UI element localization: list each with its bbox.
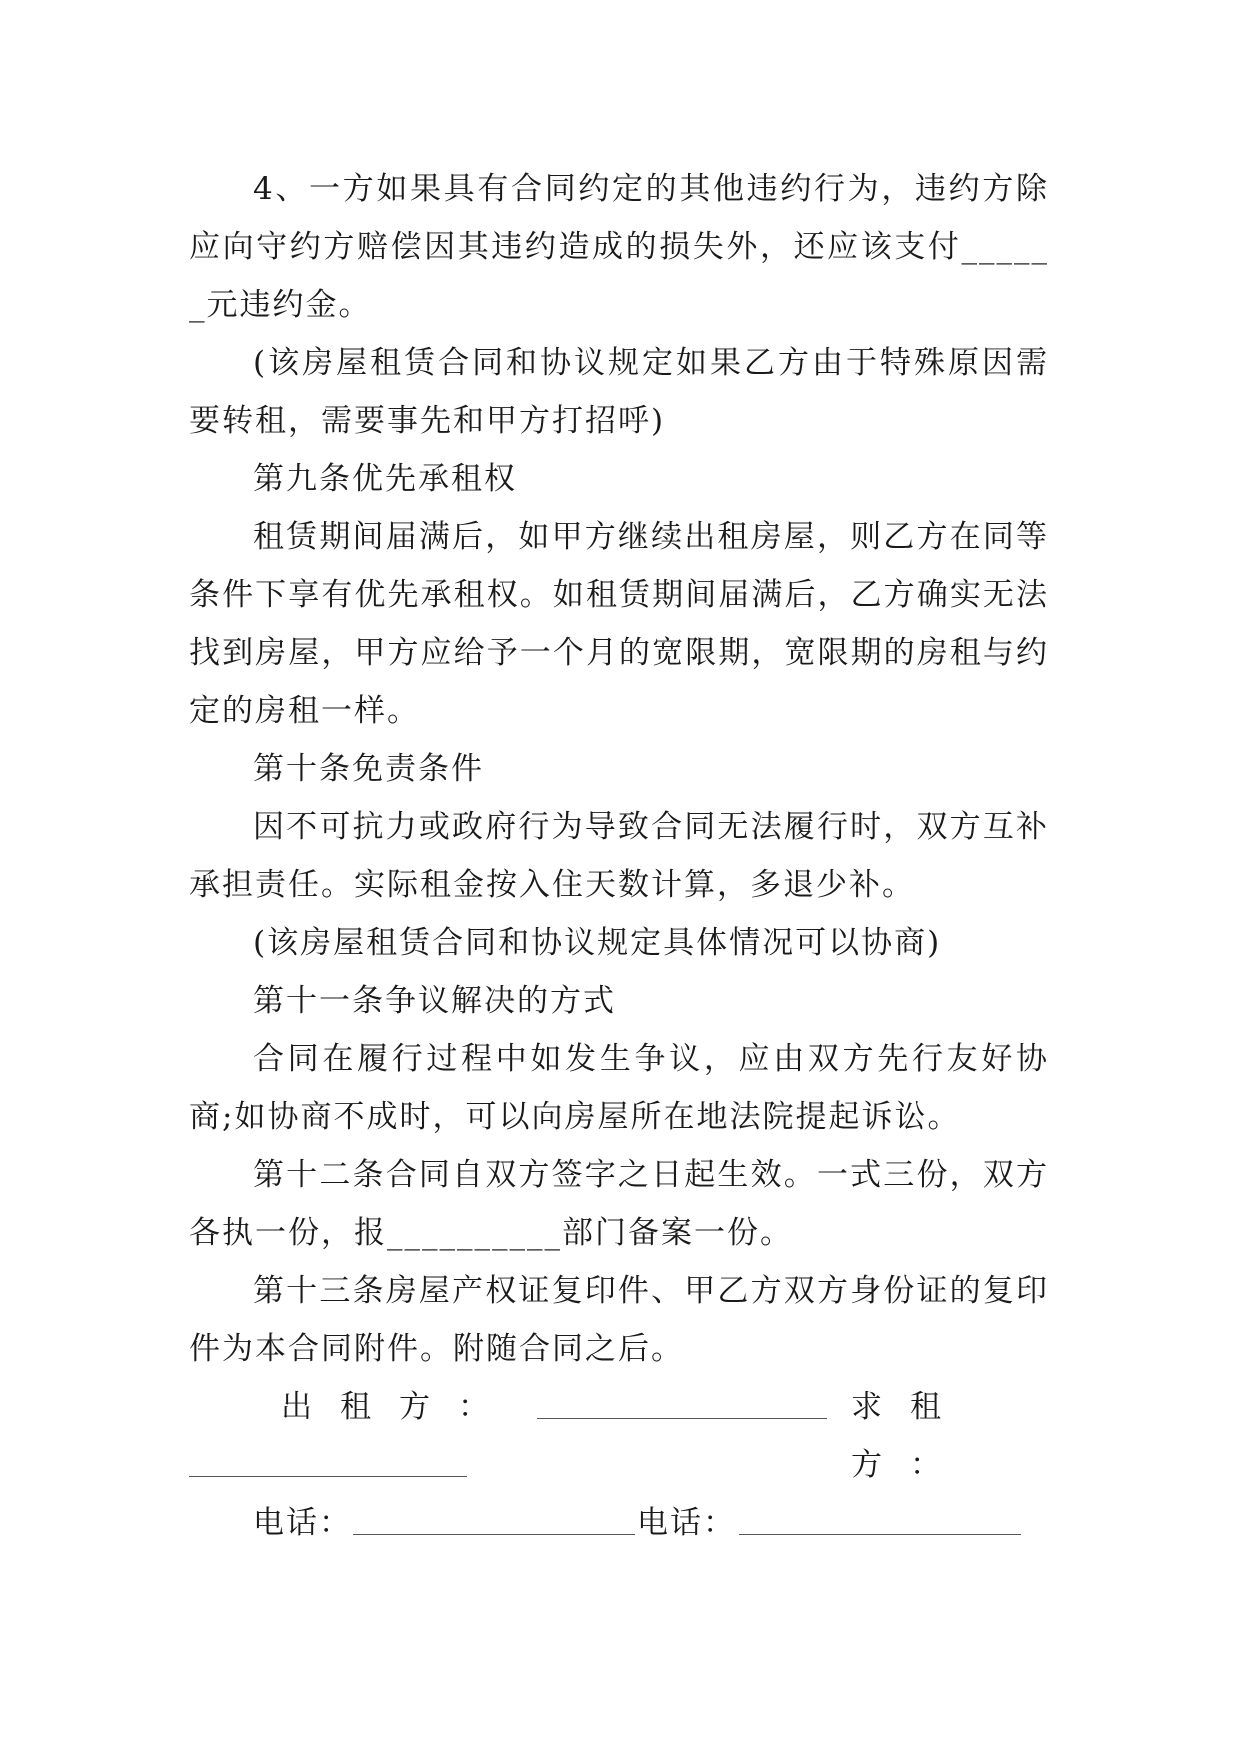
signature-row-phones bbox=[189, 1494, 1049, 1552]
paragraph-negotiation-note: (该房屋租赁合同和协议规定具体情况可以协商) bbox=[253, 925, 942, 961]
paragraph-attachments: 第十三条房屋产权证复印件、甲乙方双方身份证的复印件为本合同附件。附随合同之后。 bbox=[189, 1273, 1049, 1367]
penalty-amount-blank: ______ bbox=[189, 229, 1049, 323]
lessor-phone-label: 电话： bbox=[253, 1505, 352, 1541]
heading-article-11: 第十一条争议解决的方式 bbox=[253, 983, 616, 1019]
paragraph-sublet-note: (该房屋租赁合同和协议规定如果乙方由于特殊原因需要转租，需要事先和甲方打招呼) bbox=[189, 345, 1049, 439]
lessor-label: 出租方： bbox=[281, 1389, 517, 1425]
penalty-text-end: 元违约金。 bbox=[206, 287, 372, 323]
lessee-signature-line bbox=[189, 1436, 467, 1477]
lessee-phone-label: 电话： bbox=[637, 1505, 736, 1541]
paragraph-force-majeure: 因不可抗力或政府行为导致合同无法履行时，双方互补承担责任。实际租金按入住天数计算，多退少补。 bbox=[189, 809, 1049, 903]
lessee-phone-line bbox=[739, 1494, 1021, 1535]
contract-text bbox=[189, 160, 1049, 1552]
heading-article-9: 第九条优先承租权 bbox=[253, 461, 517, 497]
lessee-label: 求租方： bbox=[851, 1389, 969, 1483]
paragraph-priority-lease: 租赁期间届满后，如甲方继续出租房屋，则乙方在同等条件下享有优先承租权。如租赁期间届满后，乙方确实无法找到房屋，甲方应给予一个月的宽限期，宽限期的房租与约定的房租一样。 bbox=[189, 519, 1049, 729]
lessor-signature-line bbox=[537, 1378, 827, 1419]
lessee-signature-row bbox=[189, 1436, 1049, 1494]
signature-row-parties bbox=[189, 1378, 1049, 1483]
paragraph-penalty bbox=[189, 160, 1049, 334]
paragraph-effective-date: 第十二条合同自双方签字之日起生效。一式三份，双方各执一份，报__________部门备案一份。 bbox=[189, 1157, 1049, 1251]
paragraph-dispute-resolution: 合同在履行过程中如发生争议，应由双方先行友好协商;如协商不成时，可以向房屋所在地法院提起诉讼。 bbox=[189, 1041, 1049, 1135]
heading-article-10: 第十条免责条件 bbox=[253, 751, 484, 787]
penalty-text: 4、一方如果具有合同约定的其他违约行为，违约方除应向守约方赔偿因其违约造成的损失外，还应该支付 bbox=[189, 171, 1049, 265]
lessor-phone-line bbox=[353, 1494, 635, 1535]
